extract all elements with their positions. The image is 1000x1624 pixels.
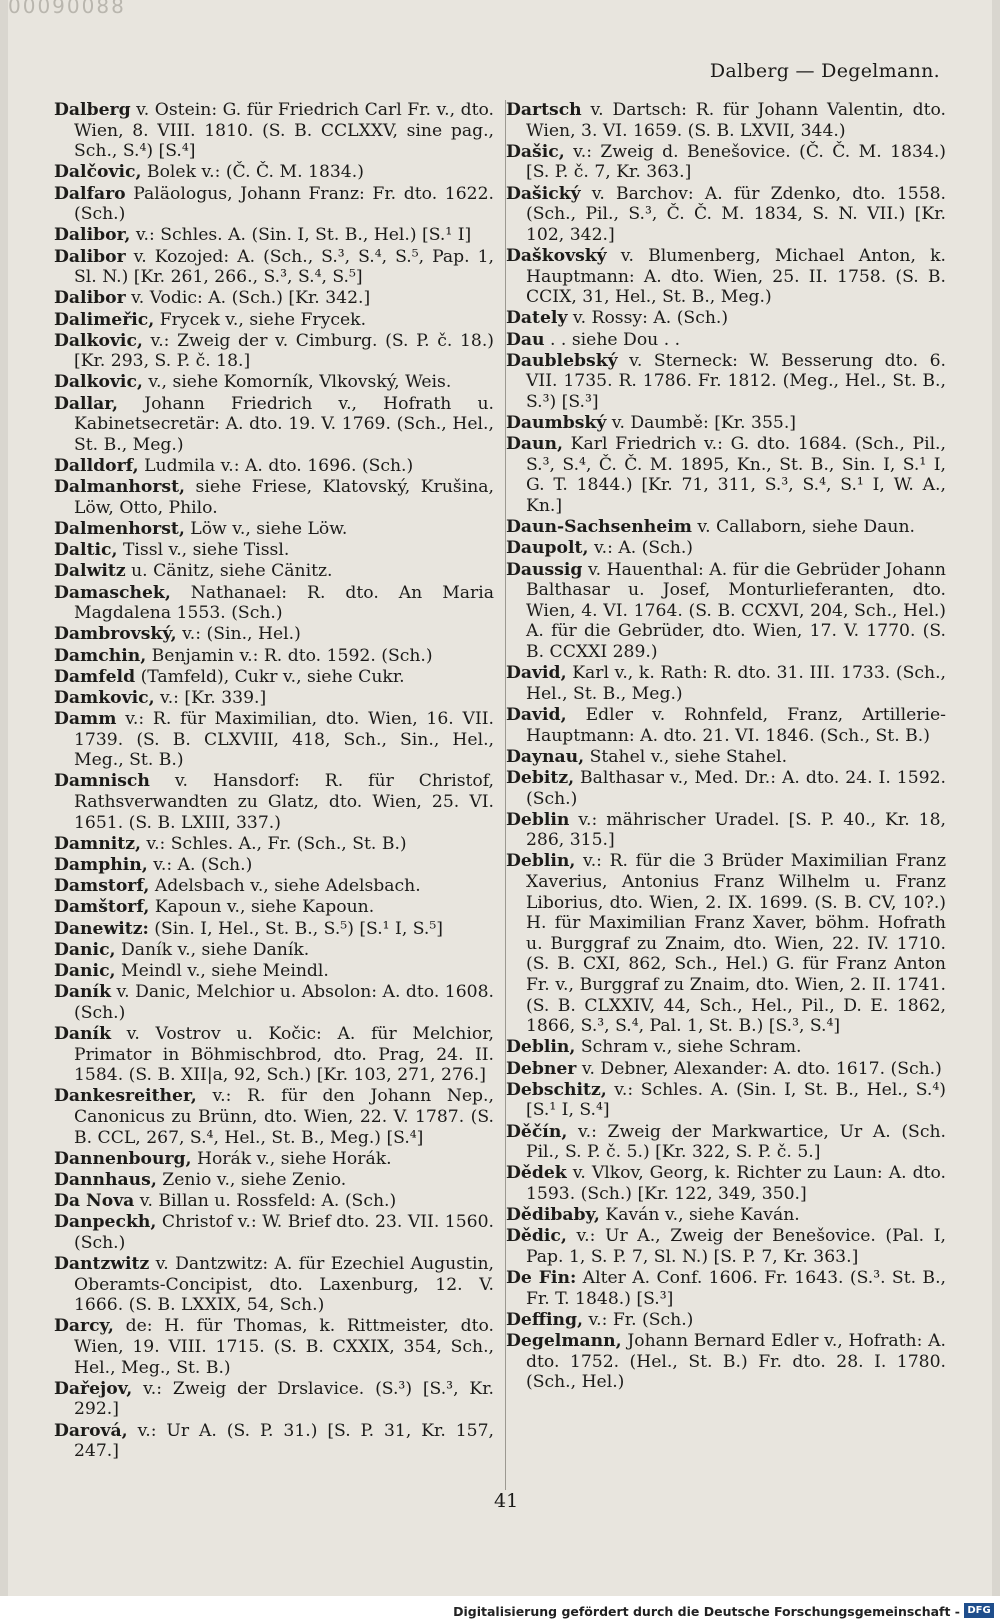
entry-headword: Dantzwitz (54, 1254, 150, 1275)
entry-headword: Daupolt, (506, 538, 589, 559)
entry-text: Stahel v., siehe Stahel. (584, 746, 788, 767)
entry-headword: Danic, (54, 960, 116, 981)
dictionary-entry (506, 142, 946, 183)
dictionary-entry (54, 456, 494, 477)
right-column (506, 100, 946, 1393)
page-header: Dalberg — Degelmann. (709, 60, 940, 82)
dictionary-entry (54, 1212, 494, 1253)
dictionary-entry (506, 1226, 946, 1267)
entry-headword: Dašický (506, 183, 581, 204)
entry-headword: Dalfaro (54, 183, 126, 204)
entry-text: Ludmila v.: A. dto. 1696. (Sch.) (138, 456, 414, 477)
dictionary-entry (54, 331, 494, 372)
entry-text: v. Danic, Melchior u. Absolon: A. dto. 1608. (Sch.) (74, 982, 494, 1023)
entry-text: . . siehe Dou . . (544, 329, 681, 350)
left-column (54, 100, 494, 1462)
entry-headword: Damstorf, (54, 876, 150, 897)
dictionary-entry (506, 351, 946, 413)
dictionary-entry (506, 1122, 946, 1163)
entry-headword: Daun-Sachsenheim (506, 517, 692, 538)
entry-headword: Dalčovic, (54, 162, 142, 183)
entry-headword: Dědek (506, 1163, 567, 1184)
entry-headword: Debner (506, 1058, 577, 1079)
entry-text: v.: Ur A., Zweig der Benešovice. (Pal. I, Pap. 1, S. P. 7, Sl. N.) [S. P. 7, Kr. 363.] (526, 1226, 946, 1267)
entry-text: Kapoun v., siehe Kapoun. (149, 897, 375, 918)
entry-headword: Dalimeřic, (54, 309, 155, 330)
entry-headword: Daník (54, 982, 111, 1003)
entry-text: Karl v., k. Rath: R. dto. 31. III. 1733. (Sch., Hel., St. B., Meg.) (526, 663, 946, 704)
entry-headword: Dašic, (506, 141, 565, 162)
entry-headword: Daškovský (506, 245, 607, 266)
dictionary-entry (54, 1254, 494, 1316)
dictionary-entry (54, 519, 494, 540)
entry-headword: Damfeld (54, 666, 136, 687)
entry-text: Adelsbach v., siehe Adelsbach. (149, 876, 421, 897)
dictionary-entry (506, 538, 946, 559)
entry-headword: Dalkovic, (54, 330, 143, 351)
entry-text: v.: [Kr. 339.] (154, 687, 267, 708)
dictionary-entry (54, 646, 494, 667)
dictionary-entry (506, 330, 946, 351)
dictionary-entry (54, 940, 494, 961)
entry-text: v.: Zweig der Markwartice, Ur A. (Sch. Pil., S. P. č. 5.) [Kr. 322, S. P. č. 5.] (526, 1121, 946, 1163)
dfg-logo-icon: DFG (964, 1603, 994, 1618)
scanned-page (8, 0, 992, 1596)
dictionary-entry (506, 1205, 946, 1226)
entry-text: Frycek v., siehe Frycek. (154, 309, 367, 330)
entry-text: v. Ostein: G. für Friedrich Carl Fr. v., dto. Wien, 8. VIII. 1810. (S. B. CCLXXV, sine pag., Sch., S.⁴) [S.⁴] (74, 100, 494, 162)
entry-text: Bolek v.: (Č. Č. M. 1834.) (141, 162, 364, 183)
dictionary-entry (54, 477, 494, 518)
entry-headword: Dalibor (54, 246, 126, 267)
entry-headword: Deblin, (506, 851, 576, 872)
dictionary-entry (54, 982, 494, 1023)
dictionary-entry (54, 855, 494, 876)
entry-text: v.: Zweig der v. Cimburg. (S. P. č. 18.) [Kr. 293, S. P. č. 18.] (74, 330, 494, 372)
entry-headword: Daník (54, 1023, 111, 1044)
entry-text: Schram v., siehe Schram. (575, 1037, 802, 1058)
entry-headword: Dankesreither, (54, 1086, 197, 1107)
entry-text: u. Cänitz, siehe Cänitz. (125, 561, 333, 582)
dictionary-entry (54, 897, 494, 918)
dictionary-entry (506, 747, 946, 768)
entry-text: v. Callaborn, siehe Daun. (691, 517, 916, 538)
entry-text: v. Daumbě: [Kr. 355.] (606, 413, 796, 434)
dictionary-entry (54, 1086, 494, 1148)
entry-text: (Sin. I, Hel., St. B., S.⁵) [S.¹ I, S.⁵] (148, 918, 443, 939)
dictionary-entry (54, 771, 494, 833)
dictionary-entry (506, 851, 946, 1036)
entry-text: Meindl v., siehe Meindl. (115, 960, 329, 981)
entry-text: v. Vodic: A. (Sch.) [Kr. 342.] (125, 288, 371, 309)
entry-text: (Tamfeld), Cukr v., siehe Cukr. (135, 666, 405, 687)
dictionary-entry (506, 810, 946, 851)
entry-headword: Dědibaby, (506, 1205, 600, 1226)
entry-headword: Děčín, (506, 1121, 568, 1142)
entry-text: Horák v., siehe Horák. (191, 1148, 392, 1169)
entry-headword: Dědic, (506, 1226, 567, 1247)
entry-headword: Debitz, (506, 767, 575, 788)
dictionary-entry (54, 688, 494, 709)
dictionary-entry (54, 1379, 494, 1420)
entry-headword: Dartsch (506, 100, 582, 120)
dictionary-entry (54, 1024, 494, 1086)
entry-text: v.: A. (Sch.) (147, 855, 253, 876)
dictionary-entry (506, 705, 946, 746)
dictionary-entry (54, 876, 494, 897)
entry-headword: Damaschek, (54, 582, 171, 603)
entry-headword: Damm (54, 709, 117, 730)
dictionary-entry (54, 394, 494, 456)
dictionary-entry (54, 1316, 494, 1378)
dictionary-entry (506, 768, 946, 809)
entry-headword: Dately (506, 308, 568, 329)
entry-text: v.: R. für Maximilian, dto. Wien, 16. VII. 1739. (S. B. CLXVIII, 418, Sch., Sin., Hel., Meg., St. B.) (74, 709, 494, 771)
entry-text: v.: R. für den Johann Nep., Canonicus zu Brünn, dto. Wien, 22. V. 1787. (S. B. CCL, 267, S.⁴, Hel., St. B., Meg.) [S.⁴] (74, 1086, 494, 1148)
dictionary-entry (54, 162, 494, 183)
dictionary-entry (54, 583, 494, 624)
entry-headword: Damchin, (54, 645, 147, 666)
entry-text: v.: (Sin., Hel.) (176, 624, 301, 645)
entry-text: Alter A. Conf. 1606. Fr. 1643. (S.³. St. B., Fr. T. 1848.) [S.³] (526, 1268, 946, 1309)
entry-text: Balthasar v., Med. Dr.: A. dto. 24. I. 1592. (Sch.) (526, 767, 946, 809)
entry-text: v.: A. (Sch.) (588, 538, 694, 559)
dictionary-entry (54, 667, 494, 688)
dictionary-entry (506, 413, 946, 434)
dictionary-entry (54, 834, 494, 855)
dictionary-entry (54, 372, 494, 393)
dictionary-entry (54, 624, 494, 645)
entry-headword: Damnitz, (54, 833, 141, 854)
dictionary-entry (54, 288, 494, 309)
entry-headword: Dallar, (54, 393, 119, 414)
dictionary-entry (54, 561, 494, 582)
dictionary-entry (506, 1163, 946, 1204)
entry-headword: Daussig (506, 559, 583, 580)
dictionary-entry (54, 184, 494, 225)
dictionary-entry (54, 961, 494, 982)
entry-headword: Dannhaus, (54, 1169, 157, 1190)
entry-headword: Dalldorf, (54, 456, 139, 477)
entry-text: v. Rossy: A. (Sch.) (567, 308, 729, 329)
entry-text: Johann Bernard Edler v., Hofrath: A. dto. 1752. (Hel., St. B.) Fr. dto. 28. I. 1780. (Sch., Hel.) (526, 1331, 946, 1393)
dictionary-entry (54, 1191, 494, 1212)
entry-text: v. Vostrov u. Kočic: A. für Melchior, Primator in Böhmischbrod, dto. Prag, 24. II. 1584. (S. B. XII|a, 92, Sch.) [Kr. 103, 271, 276.] (74, 1023, 494, 1086)
entry-headword: Dambrovský, (54, 624, 177, 645)
dictionary-entry (506, 517, 946, 538)
entry-text: v.: Zweig der Drslavice. (S.³) [S.³, Kr. 292.] (74, 1378, 494, 1420)
entry-headword: Darcy, (54, 1316, 114, 1337)
entry-text: v. Kozojed: A. (Sch., S.³, S.⁴, S.⁵, Pap. 1, Sl. N.) [Kr. 261, 266., S.³, S.⁴, S.⁵] (74, 246, 494, 288)
entry-text: v.: Schles. A. (Sin. I, St. B., Hel., S.⁴) [S.¹ I, S.⁴] (526, 1079, 946, 1121)
entry-headword: Darová, (54, 1420, 128, 1441)
entry-headword: Dalberg (54, 100, 131, 120)
entry-headword: Damphin, (54, 855, 148, 876)
entry-headword: Daublebský (506, 350, 618, 371)
dictionary-entry (506, 1331, 946, 1393)
entry-headword: Dalmenhorst, (54, 519, 185, 539)
dictionary-entry (506, 434, 946, 516)
entry-text: v.: Ur A. (S. P. 31.) [S. P. 31, Kr. 157, 247.] (74, 1420, 494, 1462)
entry-text: Karl Friedrich v.: G. dto. 1684. (Sch., Pil., S.³, S.⁴, Č. Č. M. 1895, Kn., St. B., Sin. I, S.¹ I, G. T. 1844.) [Kr. 71, 311, S.³, S.⁴, S.¹ I, W. A., Kn.] (526, 434, 946, 517)
entry-headword: Daltic, (54, 540, 118, 561)
entry-headword: David, (506, 663, 567, 684)
dictionary-entry (54, 709, 494, 771)
entry-headword: Daumbský (506, 413, 607, 434)
dictionary-entry (506, 184, 946, 246)
dictionary-entry (54, 919, 494, 940)
dictionary-entry (54, 1170, 494, 1191)
entry-headword: David, (506, 704, 567, 725)
dictionary-entry (506, 560, 946, 663)
entry-headword: Damkovic, (54, 687, 155, 708)
entry-text: Paläologus, Johann Franz: Fr. dto. 1622. (Sch.) (74, 183, 494, 225)
entry-text: v., siehe Komorník, Vlkovský, Weis. (142, 372, 452, 393)
dictionary-entry (54, 247, 494, 288)
entry-headword: Danic, (54, 939, 116, 960)
dictionary-entry (506, 1059, 946, 1080)
entry-text: v. Hauenthal: A. für die Gebrüder Johann Balthasar u. Josef, Monturlieferanten, dto. Wien, 4. VI. 1764. (S. B. CCXVI, 204, Sch., Hel.) A. für die Gebrüder, dto. Wien, 17. V. 1770. (S. B. CCXXI 289.) (526, 559, 946, 662)
entry-headword: Dau (506, 329, 545, 350)
entry-headword: Danpeckh, (54, 1212, 157, 1233)
entry-headword: Dalmanhorst, (54, 477, 186, 498)
entry-headword: Dalwitz (54, 561, 126, 582)
entry-text: v. Barchov: A. für Zdenko, dto. 1558. (Sch., Pil., S.³, Č. Č. M. 1834, S. N. VII.) [Kr. 102, 342.] (526, 183, 946, 245)
entry-headword: Dannenbourg, (54, 1148, 192, 1169)
entry-text: v.: mährischer Uradel. [S. P. 40., Kr. 18, 286, 315.] (526, 809, 946, 851)
entry-headword: De Fin: (506, 1268, 577, 1289)
dictionary-entry (506, 663, 946, 704)
dictionary-entry (54, 310, 494, 331)
entry-text: v.: Fr. (Sch.) (582, 1309, 694, 1330)
entry-headword: Deffing, (506, 1309, 583, 1330)
dictionary-entry (506, 1080, 946, 1121)
entry-headword: Daynau, (506, 746, 585, 767)
entry-text: Edler v. Rohnfeld, Franz, Artillerie-Hauptmann: A. dto. 21. VI. 1846. (Sch., St. B.) (526, 704, 946, 746)
entry-headword: Damnisch (54, 771, 150, 792)
dictionary-entry (54, 225, 494, 246)
entry-text: Johann Friedrich v., Hofrath u. Kabinetsecretär: A. dto. 19. V. 1769. (Sch., Hel., St. B., Meg.) (74, 393, 494, 455)
entry-text: Tissl v., siehe Tissl. (117, 540, 290, 561)
entry-text: Kaván v., siehe Kaván. (599, 1205, 800, 1226)
entry-text: Löw v., siehe Löw. (184, 519, 348, 539)
entry-headword: Dalibor, (54, 225, 131, 246)
entry-headword: Degelmann, (506, 1331, 622, 1352)
dictionary-entry (506, 1268, 946, 1309)
dictionary-entry (54, 100, 494, 162)
entry-text: v.: Schles. A., Fr. (Sch., St. B.) (140, 833, 407, 854)
entry-text: v. Dantzwitz: A. für Ezechiel Augustin, Oberamts-Concipist, dto. Laxenburg, 12. V. 1666. (S. B. LXXIX, 54, Sch.) (74, 1254, 494, 1316)
entry-headword: Deblin (506, 809, 570, 830)
entry-text: v. Blumenberg, Michael Anton, k. Hauptmann: A. dto. Wien, 25. II. 1758. (S. B. CCIX, 31, Hel., St. B., Meg.) (526, 245, 946, 308)
entry-text: v.: R. für die 3 Brüder Maximilian Franz Xaverius, Antonius Franz Wilhelm u. Franz Liborius, dto. Wien, 2. IX. 1699. (S. B. CV, 10?.) H. für Maximilian Franz Xaver, böhm. Hofrath u. Burggraf zu Znaim, dto. Wien, 22. IV. 1710. (S. B. CXI, 862, Sch., Hel.) G. für Franz Anton Fr. v., Burggraf zu Znaim, dto. Wien, 2. II. 1741. (S. B. CLXXIV, 44, Sch., Hel., Pil., D. E. 1862, 1866, S.³, S.⁴, Pal. 1, St. B.) [S.³, S.⁴] (526, 851, 946, 1037)
entry-text: v. Dartsch: R. für Johann Valentin, dto. Wien, 3. VI. 1659. (S. B. LXVII, 344.) (526, 100, 946, 141)
entry-headword: Debschitz, (506, 1079, 607, 1100)
entry-text: Daník v., siehe Daník. (115, 939, 310, 960)
entry-text: Benjamin v.: R. dto. 1592. (Sch.) (146, 645, 433, 666)
footer-bar (0, 1596, 1000, 1624)
footer-credit: Digitalisierung gefördert durch die Deutsche Forschungsgemeinschaft - (453, 1604, 960, 1619)
dictionary-entry (506, 100, 946, 141)
entry-headword: Deblin, (506, 1037, 576, 1058)
entry-headword: Dalkovic, (54, 372, 143, 393)
entry-headword: Da Nova (54, 1191, 135, 1212)
entry-text: Christof v.: W. Brief dto. 23. VII. 1560. (Sch.) (74, 1212, 494, 1253)
dictionary-entry (54, 540, 494, 561)
entry-text: v.: Zweig d. Benešovice. (Č. Č. M. 1834.) [S. P. č. 7, Kr. 363.] (526, 141, 946, 183)
entry-text: v. Vlkov, Georg, k. Richter zu Laun: A. dto. 1593. (Sch.) [Kr. 122, 349, 350.] (526, 1163, 946, 1204)
entry-text: v. Debner, Alexander: A. dto. 1617. (Sch.) (576, 1058, 942, 1079)
dictionary-entry (506, 246, 946, 308)
entry-headword: Danewitz: (54, 918, 149, 939)
entry-headword: Daun, (506, 434, 564, 455)
entry-text: v. Billan u. Rossfeld: A. (Sch.) (134, 1191, 397, 1212)
entry-text: Nathanael: R. dto. An Maria Magdalena 1553. (Sch.) (74, 582, 494, 624)
entry-text: v. Hansdorf: R. für Christof, Rathsverwandten zu Glatz, dto. Wien, 25. VI. 1651. (S. B. LXIII, 337.) (74, 771, 494, 833)
entry-text: v.: Schles. A. (Sin. I, St. B., Hel.) [S.¹ I] (130, 225, 472, 246)
entry-headword: Dalibor (54, 288, 126, 309)
dictionary-entry (506, 1310, 946, 1331)
entry-headword: Damštorf, (54, 897, 150, 918)
dictionary-entry (506, 1037, 946, 1058)
entry-text: de: H. für Thomas, k. Rittmeister, dto. Wien, 19. VIII. 1715. (S. B. CXXIX, 354, Sch., Hel., Meg., St. B.) (74, 1316, 494, 1378)
archive-number: 00090088 (8, 0, 126, 18)
entry-headword: Dařejov, (54, 1378, 133, 1399)
entry-text: Zenio v., siehe Zenio. (156, 1169, 347, 1190)
dictionary-entry (54, 1421, 494, 1462)
dictionary-entry (506, 308, 946, 329)
dictionary-entry (54, 1149, 494, 1170)
entry-text: siehe Friese, Klatovský, Krušina, Löw, Otto, Philo. (74, 477, 494, 518)
entry-text: v. Sterneck: W. Besserung dto. 6. VII. 1735. R. 1786. Fr. 1812. (Meg., Hel., St. B., S.³) [S.³] (526, 350, 946, 412)
page-number: 41 (494, 1490, 519, 1512)
